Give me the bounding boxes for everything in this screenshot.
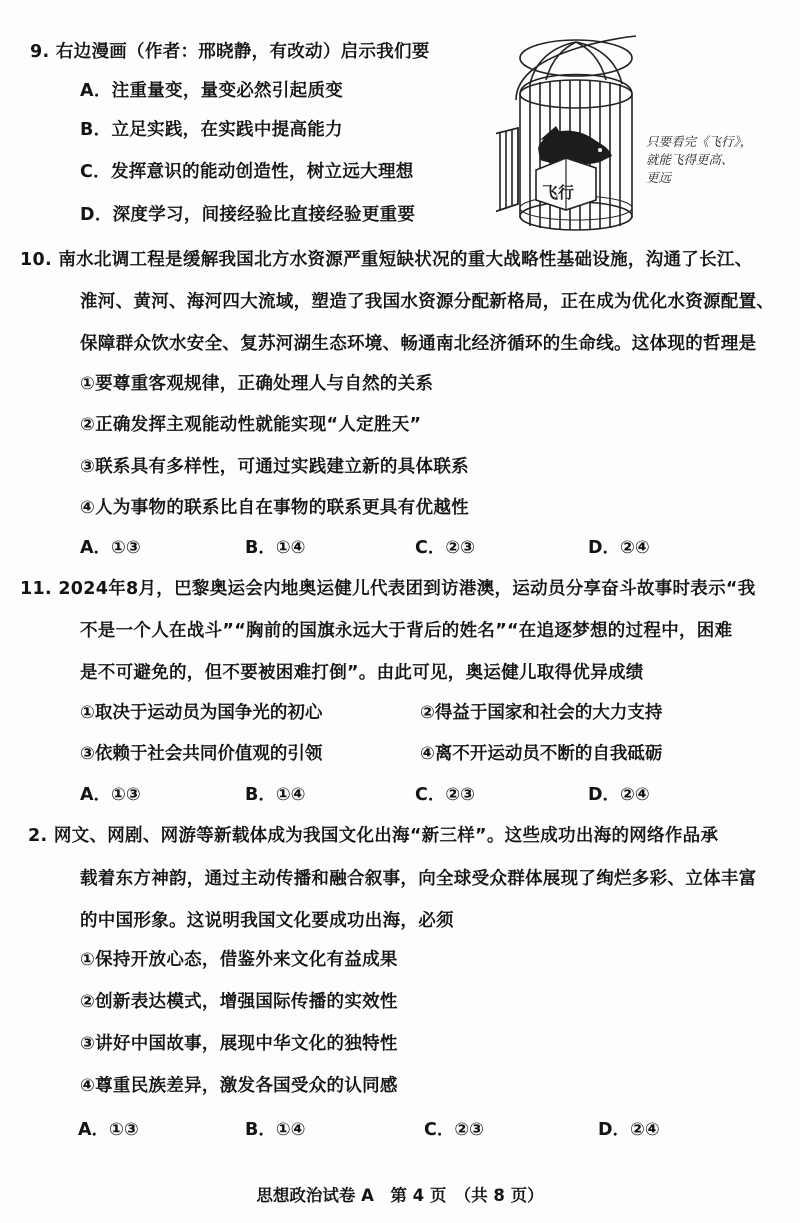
q10-item-4: ④人为事物的联系比自在事物的联系更具有优越性 [80, 498, 469, 518]
q10-stem-text-1: 南水北调工程是缓解我国北方水资源严重短缺状况的重大战略性基础设施，沟通了长江、 [58, 250, 753, 270]
q11-item-4: ④离不开运动员不断的自我砥砺 [420, 744, 663, 764]
q12-number: 2. [28, 826, 48, 846]
q9-stem: 右边漫画（作者：邢晓静，有改动）启示我们要 [55, 42, 430, 62]
cartoon-caption-line-2: 就能飞得更高、 [646, 152, 734, 167]
cartoon-caption-line-1: 只要看完《飞行》， [646, 134, 753, 149]
q12-option-c: C．②③ [424, 1120, 484, 1140]
q11-stem-line-2: 不是一个人在战斗”“胸前的国旗永远大于背后的姓名”“在追逐梦想的过程中，困难 [80, 621, 733, 641]
q12-item-4: ④尊重民族差异，激发各国受众的认同感 [80, 1076, 398, 1096]
q12-item-2: ②创新表达模式，增强国际传播的实效性 [80, 992, 398, 1012]
q9-option-c: C．发挥意识的能动创造性，树立远大理想 [80, 162, 414, 182]
q12-stem-line-1 [28, 824, 718, 848]
q9-option-a: A．注重量变，量变必然引起质变 [80, 81, 344, 101]
q11-stem-text-1: 2024年8月，巴黎奥运会内地奥运健儿代表团到访港澳，运动员分享奋斗故事时表示“我 [58, 579, 756, 599]
page-footer: 思想政治试卷 A 第 4 页 （共 8 页） [256, 1186, 544, 1205]
q12-item-3: ③讲好中国故事，展现中华文化的独特性 [80, 1034, 398, 1054]
q11-item-3: ③依赖于社会共同价值观的引领 [80, 744, 323, 764]
q10-stem-line-3: 保障群众饮水安全、复苏河湖生态环境、畅通南北经济循环的生命线。这体现的哲理是 [80, 334, 757, 354]
cartoon-caption-line-3: 更远 [646, 170, 672, 185]
q9-option-d: D．深度学习，间接经验比直接经验更重要 [80, 205, 416, 225]
q10-item-3: ③联系具有多样性，可通过实践建立新的具体联系 [80, 457, 469, 477]
q11-item-1: ①取决于运动员为国争光的初心 [80, 703, 323, 723]
q9-stem-line [30, 40, 430, 64]
book-title: 飞行 [542, 183, 575, 202]
q9-number: 9. [30, 42, 50, 62]
q9-cartoon [496, 28, 796, 240]
q11-stem-line-1 [20, 577, 756, 601]
q11-number: 11. [20, 579, 52, 599]
q10-item-1: ①要尊重客观规律，正确处理人与自然的关系 [80, 374, 434, 394]
q10-option-d: D．②④ [588, 538, 650, 558]
q11-option-c: C．②③ [415, 785, 475, 805]
q12-option-d: D．②④ [598, 1120, 660, 1140]
q10-option-c: C．②③ [415, 538, 475, 558]
q11-option-a: A．①③ [80, 785, 141, 805]
q11-stem-line-3: 是不可避免的，但不要被困难打倒”。由此可见，奥运健儿取得优异成绩 [80, 663, 644, 683]
q12-stem-line-2: 载着东方神韵，通过主动传播和融合叙事，向全球受众群体展现了绚烂多彩、立体丰富 [80, 869, 757, 889]
q11-option-b: B．①④ [245, 785, 306, 805]
q11-item-2: ②得益于国家和社会的大力支持 [420, 703, 663, 723]
q12-stem-line-3: 的中国形象。这说明我国文化要成功出海，必须 [80, 911, 454, 931]
q10-item-2: ②正确发挥主观能动性就能实现“人定胜天” [80, 415, 422, 435]
q10-number: 10. [20, 250, 52, 270]
q10-stem-line-1 [20, 248, 753, 272]
q10-option-a: A．①③ [80, 538, 141, 558]
q12-option-a: A．①③ [78, 1120, 139, 1140]
q12-item-1: ①保持开放心态，借鉴外来文化有益成果 [80, 950, 398, 970]
q9-option-b: B．立足实践，在实践中提高能力 [80, 120, 343, 140]
q12-stem-text-1: 网文、网剧、网游等新载体成为我国文化出海“新三样”。这些成功出海的网络作品承 [53, 826, 719, 846]
birdcage-illustration [496, 28, 796, 240]
q12-option-b: B．①④ [245, 1120, 306, 1140]
q10-stem-line-2: 淮河、黄河、海河四大流域，塑造了我国水资源分配新格局，正在成为优化水资源配置、 [80, 292, 775, 312]
q10-option-b: B．①④ [245, 538, 306, 558]
q11-option-d: D．②④ [588, 785, 650, 805]
